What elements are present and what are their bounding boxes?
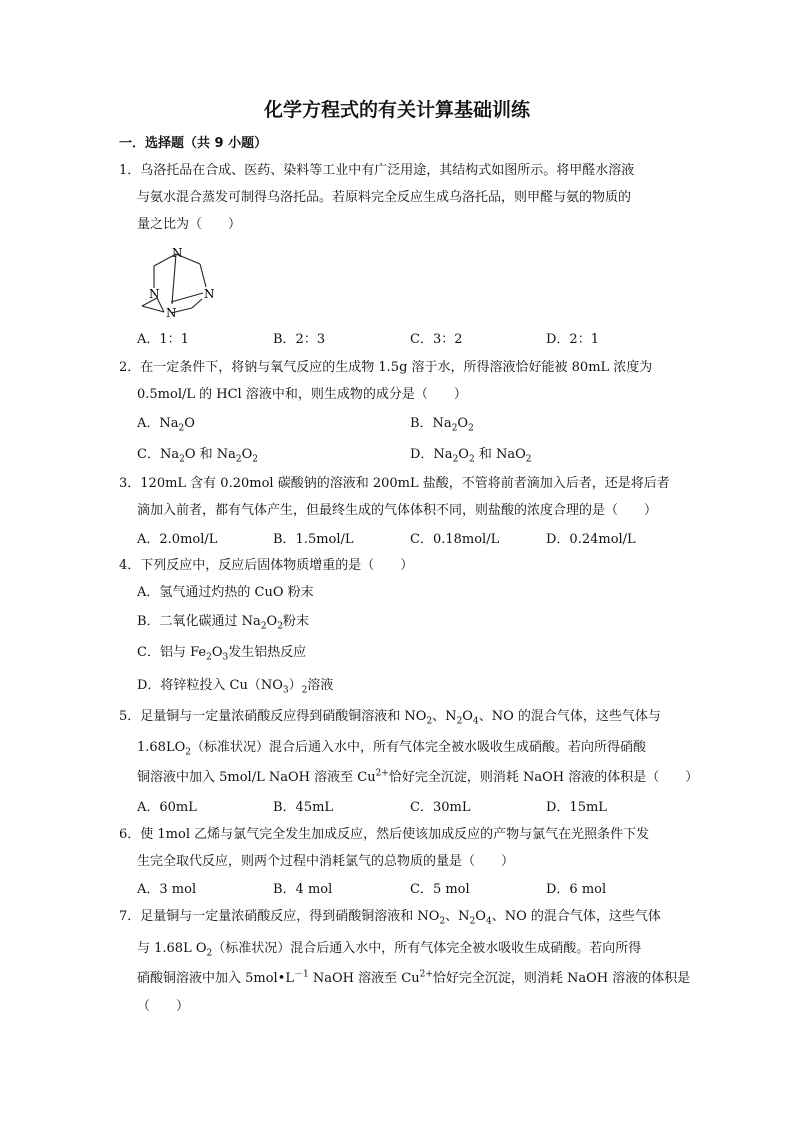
q5-line-2: $1.68LO_2$（标准状况）混合后通入水中，所有气体完全被水吸收生成硝酸。若向所得硝酸 xyxy=(137,740,646,758)
n-atom-top: N xyxy=(172,246,183,260)
q3-option-c: C．0.18mol/L xyxy=(410,532,500,547)
q5-line-3: 铜溶液中加入 5mol/L NaOH 溶液至 $Cu^{2+}$恰好完全沉淀，则消耗 NaOH 溶液的体积是（ ） xyxy=(137,768,699,785)
n-atom-right: N xyxy=(204,287,215,301)
q7-line-4: （ ） xyxy=(137,999,190,1014)
q2-option-d: D．$Na_2O_2$ 和 NaO$_2$ xyxy=(410,447,532,465)
n-atom-bottom: N xyxy=(166,306,177,320)
q5-option-d: D．15mL xyxy=(546,800,607,815)
q4-option-b: B．二氧化碳通过 $Na_2O_2$粉末 xyxy=(137,614,309,632)
q6-line-1: 6．使 1mol 乙烯与氯气完全发生加成反应，然后使该加成反应的产物与氯气在光照条件下发 xyxy=(119,827,650,842)
q3-option-d: D．0.24mol/L xyxy=(546,532,636,547)
q1-option-d: D．2：1 xyxy=(546,332,599,347)
q1-option-c: C．3：2 xyxy=(410,332,463,347)
q5-line-1: 5．足量铜与一定量浓硝酸反应得到硝酸铜溶液和 $NO_2$、$N_2O_4$、NO 的混合气体，这些气体与 xyxy=(119,709,661,727)
q1-option-b: B．2：3 xyxy=(273,332,326,347)
q1-option-a: A．1：1 xyxy=(137,332,189,347)
q3-option-b: B．1.5mol/L xyxy=(273,532,354,547)
page-title: 化学方程式的有关计算基础训练 xyxy=(263,99,530,121)
q4-option-d: D．将锌粒投入 $Cu(NO_3)_2$溶液 xyxy=(137,678,334,696)
q7-line-3: 硝酸铜溶液中加入 $5mol•L^{-1}$ NaOH 溶液至 $Cu^{2+}$恰好完全沉淀，则消耗 NaOH 溶液的体积是 xyxy=(137,969,691,986)
q6-option-d: D．6 mol xyxy=(546,882,607,897)
q5-option-a: A．60mL xyxy=(137,800,197,815)
q2-option-a: A．$Na_2O$ xyxy=(137,416,195,434)
q4-option-c: C．铝与 $Fe_2O_3$发生铝热反应 xyxy=(137,645,307,663)
q6-option-c: C．5 mol xyxy=(410,882,470,897)
q7-line-1: 7．足量铜与一定量浓硝酸反应，得到硝酸铜溶液和 $NO_2$、$N_2O_4$、NO 的混合气体，这些气体 xyxy=(119,909,661,927)
q2-option-b: B．$Na_2O_2$ xyxy=(410,416,474,434)
q1-line-1: 1．乌洛托品在合成、医药、染料等工业中有广泛用途，其结构式如图所示。将甲醛水溶液 xyxy=(119,163,635,178)
q2-option-c: C．$Na_2O$ 和 $Na_2O_2$ xyxy=(137,447,259,465)
q4-option-a: A．氢气通过灼热的 CuO 粉末 xyxy=(137,585,314,600)
q7-line-2: 与 1.68L $O_2$（标准状况）混合后通入水中，所有气体完全被水吸收生成硝酸。若向所得 xyxy=(137,941,642,959)
q6-option-a: A．3 mol xyxy=(137,882,197,897)
q6-option-b: B．4 mol xyxy=(273,882,333,897)
q1-line-2: 与氨水混合蒸发可制得乌洛托品。若原料完全反应生成乌洛托品，则甲醛与氨的物质的 xyxy=(137,190,632,205)
q3-line-2: 滴加入前者，都有气体产生，但最终生成的气体体积不同，则盐酸的浓度合理的是（ ） xyxy=(137,503,658,518)
q2-line-1: 2．在一定条件下，将钠与氧气反应的生成物 1.5g 溶于水，所得溶液恰好能被 80mL 浓度为 xyxy=(119,360,653,375)
n-atom-left: N xyxy=(149,287,160,301)
q3-option-a: A．2.0mol/L xyxy=(137,532,218,547)
section-heading: 一．选择题（共 9 小题） xyxy=(119,136,268,151)
q4-stem: 4．下列反应中，反应后固体物质增重的是（ ） xyxy=(119,558,414,573)
q2-line-2: 0.5mol/L 的 HCl 溶液中和，则生成物的成分是（ ） xyxy=(137,387,467,402)
q1-line-3: 量之比为（ ） xyxy=(137,217,242,232)
q5-option-c: C．30mL xyxy=(410,800,471,815)
q6-line-2: 生完全取代反应，则两个过程中消耗氯气的总物质的量是（ ） xyxy=(137,854,515,869)
q3-line-1: 3．120mL 含有 0.20mol 碳酸钠的溶液和 200mL 盐酸，不管将前者滴加入后者，还是将后者 xyxy=(119,476,670,491)
q5-option-b: B．45mL xyxy=(273,800,334,815)
hexamine-structure xyxy=(136,240,228,330)
